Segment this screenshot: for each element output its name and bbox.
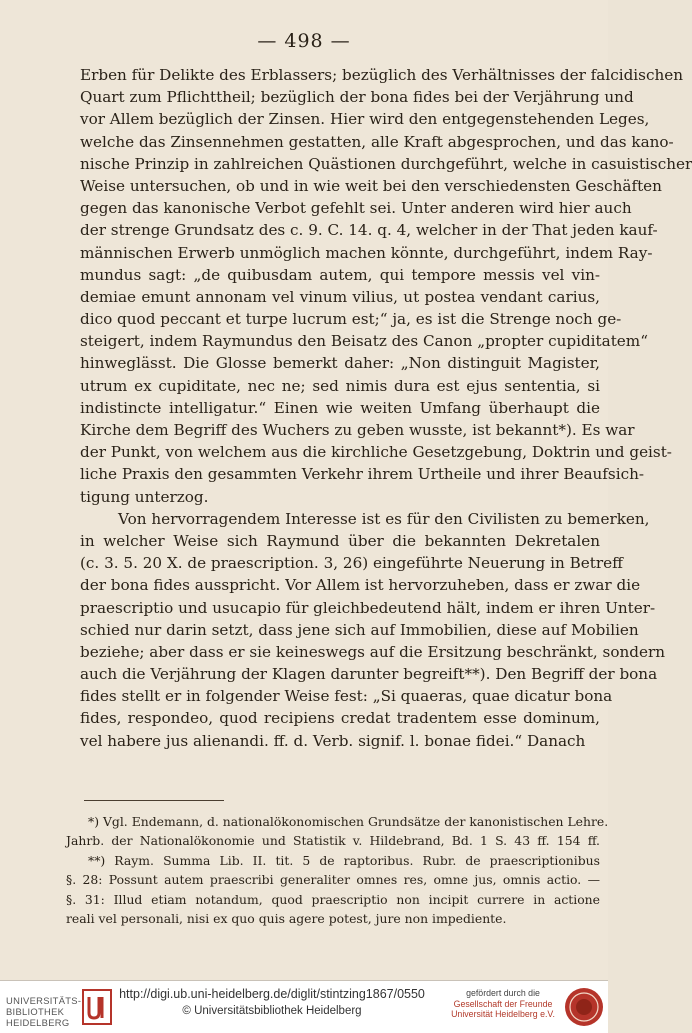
text-line: demiae emunt annonam vel vinum vilius, ut postea vendant carius,	[80, 287, 600, 306]
text-line: vor Allem bezüglich der Zinsen. Hier wird den entgegenstehenden Leges,	[80, 110, 650, 129]
text-line: utrum ex cupiditate, nec ne; sed nimis dura est ejus sententia, si	[80, 376, 600, 395]
university-seal-icon	[564, 987, 604, 1027]
footnotes	[66, 812, 609, 928]
library-name	[6, 995, 82, 1028]
text-line: Kirche dem Begriff des Wuchers zu geben wusste, ist bekannt*). Es war	[80, 421, 635, 439]
text-line: Erben für Delikte des Erblassers; bezüglich des Verhältnisses der falcidischen	[80, 66, 683, 84]
text-line: beziehe; aber dass er sie keineswegs auf die Ersitzung beschränkt, sondern	[80, 642, 666, 661]
sponsor-notice	[442, 988, 564, 1020]
text-line: steigert, indem Raymundus den Beisatz des Canon „propter cupiditatem“	[80, 332, 648, 351]
footnote-line: *) Vgl. Endemann, d. nationalökonomischen Grundsätze der kanonistischen Lehre.	[88, 814, 609, 829]
text-line: fides, respondeo, quod recipiens credat tradentem esse dominum,	[80, 709, 600, 728]
text-line: (c. 3. 5. 20 X. de praescription. 3, 26) eingeführte Neuerung in Betreff	[80, 554, 623, 573]
library-logo-icon	[82, 989, 112, 1025]
text-line: welche das Zinsennehmen gestatten, alle Kraft abgesprochen, und das kano-	[80, 132, 674, 151]
text-line: praescriptio und usucapio für gleichbedeutend hält, indem er ihren Unter-	[80, 598, 656, 617]
text-line: nische Prinzip in zahlreichen Quästionen durchgeführt, welche in casuistischer	[80, 154, 692, 173]
main-text	[80, 64, 692, 752]
text-line: vel habere jus alienandi. ff. d. Verb. signif. l. bonae fidei.“ Danach	[80, 731, 586, 750]
text-line: mundus sagt: „de quibusdam autem, qui tempore messis vel vin-	[80, 265, 600, 284]
text-line: Von hervorragendem Interesse ist es für den Civilisten zu bemerken,	[118, 509, 650, 528]
text-line: gegen das kanonische Verbot gefehlt sei. Unter anderen wird hier auch	[80, 199, 632, 218]
text-line: fides stellt er in folgender Weise fest: „Si quaeras, quae dicatur bona	[80, 687, 613, 706]
text-line: männischen Erwerb unmöglich machen könnte, durchgeführt, indem Ray-	[80, 243, 653, 262]
permalink-url[interactable]: http://digi.ub.uni-heidelberg.de/diglit/stintzing1867/0550	[119, 987, 425, 1001]
text-line: Weise untersuchen, ob und in wie weit bei den verschiedensten Geschäften	[80, 176, 662, 195]
text-line: dico quod peccant et turpe lucrum est;“ ja, es ist die Strenge noch ge-	[80, 310, 622, 329]
page-number-header: — 498 —	[257, 30, 351, 52]
text-line: der bona fides ausspricht. Vor Allem ist hervorzuheben, dass er zwar die	[80, 576, 641, 595]
text-line: hinweglässt. Die Glosse bemerkt daher: „Non distinguit Magister,	[80, 354, 600, 373]
footnote-separator	[84, 800, 224, 801]
text-line: schied nur darin setzt, dass jene sich auf Immobilien, diese auf Mobilien	[80, 620, 639, 639]
copyright-notice: © Universitätsbibliothek Heidelberg	[182, 1005, 362, 1017]
text-line: Quart zum Pflichttheil; bezüglich der bona fides bei der Verjährung und	[80, 88, 634, 107]
footnote-line: §. 28: Possunt autem praescribi generaliter omnes res, omne jus, omnis actio. —	[66, 872, 600, 888]
library-name-line: BIBLIOTHEK	[6, 1006, 65, 1017]
sponsor-line: Universität Heidelberg e.V.	[451, 1009, 555, 1019]
footnote-line: **) Raym. Summa Lib. II. tit. 5 de raptoribus. Rubr. de praescriptionibus	[88, 852, 600, 868]
text-line: indistincte intelligatur.“ Einen wie weiten Umfang überhaupt die	[80, 398, 600, 417]
sponsor-line: gefördert durch die	[466, 988, 540, 998]
sponsor-line: Gesellschaft der Freunde	[453, 998, 553, 1009]
text-line: liche Praxis den gesammten Verkehr ihrem Urtheile und ihrer Beaufsich-	[80, 465, 644, 484]
text-line: der strenge Grundsatz des c. 9. C. 14. q. 4, welcher in der That jeden kauf-	[80, 221, 658, 240]
text-line: tigung unterzog.	[80, 487, 209, 506]
footnote-line: reali vel personali, nisi ex quo quis agere potest, jure non impediente.	[66, 910, 507, 926]
text-line: auch die Verjährung der Klagen darunter begreift**). Den Begriff der bona	[80, 665, 658, 684]
viewer-footer	[0, 980, 608, 1033]
library-name-line: UNIVERSITÄTS-	[6, 995, 82, 1006]
text-line: in welcher Weise sich Raymund über die bekannten Dekretalen	[80, 531, 600, 550]
library-name-line: HEIDELBERG	[6, 1017, 70, 1028]
footnote-line: §. 31: Illud etiam notandum, quod praescriptio non incipit currere in actione	[66, 891, 600, 907]
text-line: der Punkt, von welchem aus die kirchliche Gesetzgebung, Doktrin und geist-	[80, 443, 672, 462]
footnote-line: Jahrb. der Nationalökonomie und Statistik v. Hildebrand, Bd. 1 S. 43 ff. 154 ff.	[66, 833, 600, 849]
